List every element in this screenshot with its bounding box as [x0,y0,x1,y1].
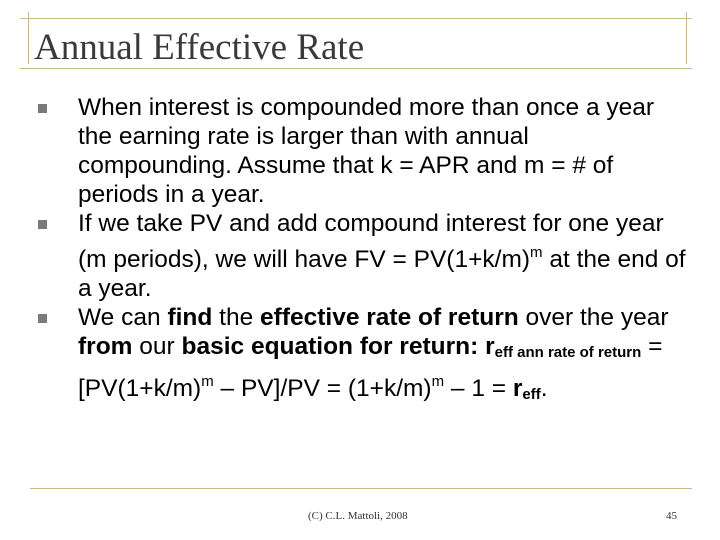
exponent-m: m [201,373,214,390]
bold-from: from [78,333,133,360]
r-symbol: r [512,375,523,402]
r-symbol: r [485,333,495,360]
bullet-item-1 [36,93,686,209]
bold-find: find [167,304,213,331]
formula-text: – 1 = [444,375,513,402]
footer-credit: (C) C.L. Mattoli, 2008 [308,510,408,522]
bullet-list [36,93,686,409]
bullet-1-text: When interest is compounded more than once a year the earning rate is larger than with annual compounding. Assume that k = APR and m = # of periods in a year. [78,94,655,208]
top-rule [20,18,692,19]
bullet-item-3 [36,303,686,409]
slide-title: Annual Effective Rate [34,27,365,68]
formula-text: . [540,375,548,402]
bullet-3-text: We can [78,304,168,331]
bullet-3-text: the [212,304,261,331]
r-subscript: eff ann rate of return [494,344,642,361]
bottom-rule [30,488,692,489]
bullet-2-text-end: at the end of a year. [78,246,686,302]
square-bullet-icon [38,104,47,113]
bold-basic-equation: basic equation for return: [181,333,479,360]
exponent-m: m [530,244,543,261]
bullet-item-2 [36,209,686,303]
square-bullet-icon [38,220,47,229]
formula-text: = [PV(1+k/m) [78,333,663,402]
bullet-3-text: our [132,333,182,360]
square-bullet-icon [38,314,47,323]
r-eff-subscript: eff [522,386,541,403]
formula-text: – PV]/PV = (1+k/m) [213,375,432,402]
bold-effective-rate: effective rate of return [260,304,519,331]
slide-number: 45 [666,510,677,522]
bullet-2-text: If we take PV and add compound interest for one year (m periods), we will have FV = PV(1+k/m) [78,210,664,273]
exponent-m: m [431,373,445,390]
right-rule [686,12,687,64]
bullet-3-text: over the year [518,304,669,331]
left-rule [28,12,29,64]
